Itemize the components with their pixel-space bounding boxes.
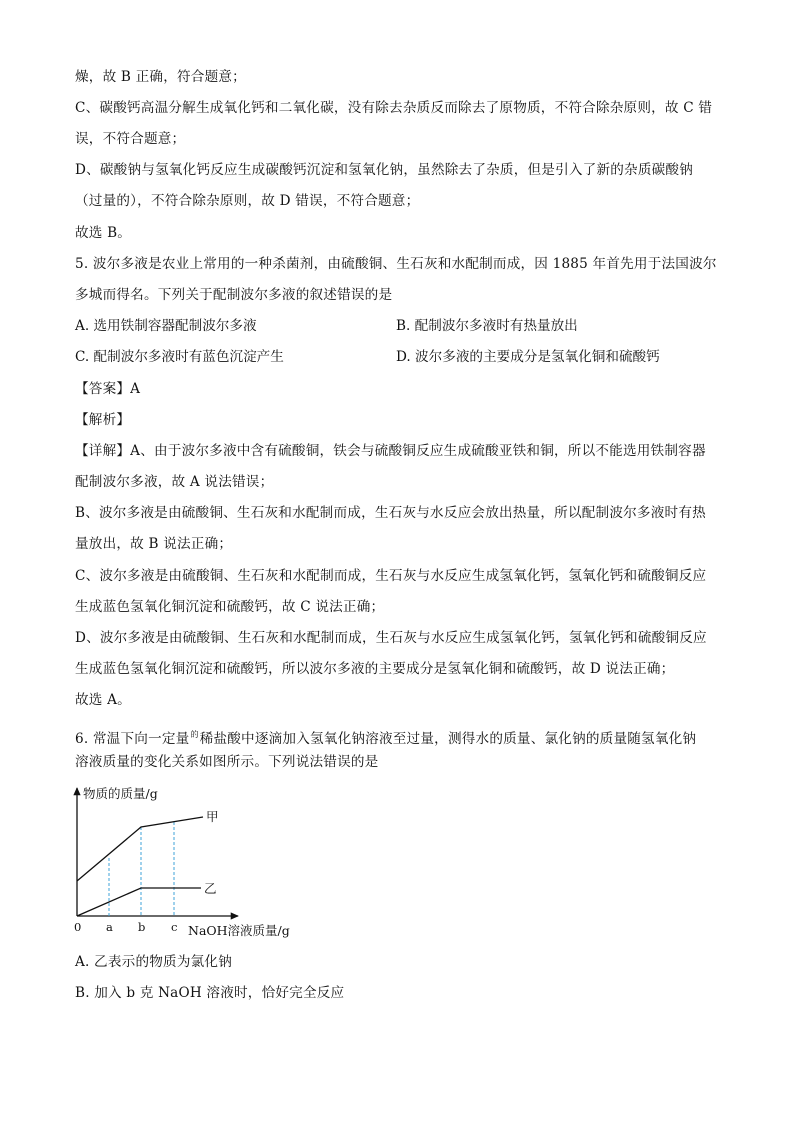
q5-detail-line: 量放出，故 B 说法正确；: [75, 536, 233, 552]
mass-vs-naoh-chart: [70, 782, 310, 942]
q6-superscript: 的: [190, 730, 199, 739]
x-axis-label: NaOH溶液质量/g: [188, 923, 290, 938]
q5-detail-line: 配制波尔多液，故 A 说法错误；: [75, 474, 274, 490]
q5-option-a: A. 选用铁制容器配制波尔多液: [75, 318, 257, 334]
question-5-stem: 多城而得名。下列关于配制波尔多液的叙述错误的是: [75, 287, 393, 303]
series-jia-line: [77, 817, 203, 881]
origin-label: 0: [74, 920, 82, 934]
q6-option-b: B. 加入 b 克 NaOH 溶液时，恰好完全反应: [75, 985, 345, 1001]
q5-detail-line: B、波尔多液是由硫酸铜、生石灰和水配制而成，生石灰与水反应会放出热量，所以配制波尔多液时有热: [75, 505, 706, 521]
question-6-stem: [75, 725, 696, 749]
q6-text: 稀盐酸中逐滴加入氢氧化钠溶液至过量，测得水的质量、氯化钠的质量随氢氧化钠: [199, 731, 697, 747]
text-line: 燥，故 B 正确，符合题意；: [75, 69, 246, 85]
q6-text: 6. 常温下向一定量: [75, 731, 190, 747]
q5-detail-line: 生成蓝色氢氧化铜沉淀和硫酸钙，故 C 说法正确；: [75, 599, 385, 615]
q5-option-c: C. 配制波尔多液时有蓝色沉淀产生: [75, 349, 284, 365]
text-line: C、碳酸钙高温分解生成氧化钙和二氧化碳，没有除去杂质反而除去了原物质，不符合除杂原则，故 C 错: [75, 100, 713, 116]
tick-b-label: b: [138, 920, 146, 934]
q5-option-b: B. 配制波尔多液时有热量放出: [396, 318, 578, 334]
q5-analysis-label: 【解析】: [75, 412, 131, 428]
text-line: 误，不符合题意；: [75, 131, 186, 147]
q5-detail-line: 生成蓝色氢氧化铜沉淀和硫酸钙，所以波尔多液的主要成分是氢氧化铜和硫酸钙，故 D 说法正确；: [75, 661, 675, 677]
series-yi-label: 乙: [204, 881, 217, 896]
text-line: 故选 B。: [75, 225, 132, 241]
q5-option-d: D. 波尔多液的主要成分是氢氧化铜和硫酸钙: [396, 349, 660, 365]
question-5-stem: 5. 波尔多液是农业上常用的一种杀菌剂，由硫酸铜、生石灰和水配制而成，因 1885 年首先用于法国波尔: [75, 256, 717, 272]
text-line: （过量的），不符合除杂原则，故 D 错误，不符合题意；: [75, 193, 420, 209]
q5-detail-line: 故选 A。: [75, 692, 131, 708]
series-jia-label: 甲: [206, 809, 219, 824]
q5-detail-line: 【详解】A、由于波尔多液中含有硫酸铜，铁会与硫酸铜反应生成硫酸亚铁和铜，所以不能选用铁制容器: [75, 443, 706, 459]
y-axis-label: 物质的质量/g: [83, 786, 158, 801]
tick-c-label: c: [171, 920, 178, 934]
text-line: D、碳酸钠与氢氧化钙反应生成碳酸钙沉淀和氢氧化钠，虽然除去了杂质，但是引入了新的杂质碳酸钠: [75, 162, 694, 178]
tick-a-label: a: [106, 920, 113, 934]
q5-detail-line: D、波尔多液是由硫酸铜、生石灰和水配制而成，生石灰与水反应生成氢氧化钙，氢氧化钙和硫酸铜反应: [75, 630, 707, 646]
q5-detail-line: C、波尔多液是由硫酸铜、生石灰和水配制而成，生石灰与水反应生成氢氧化钙，氢氧化钙和硫酸铜反应: [75, 568, 707, 584]
q6-option-a: A. 乙表示的物质为氯化钠: [75, 954, 232, 970]
q5-answer: 【答案】A: [75, 381, 141, 397]
question-6-stem: 溶液质量的变化关系如图所示。下列说法错误的是: [75, 754, 379, 770]
series-yi-line: [77, 888, 201, 916]
